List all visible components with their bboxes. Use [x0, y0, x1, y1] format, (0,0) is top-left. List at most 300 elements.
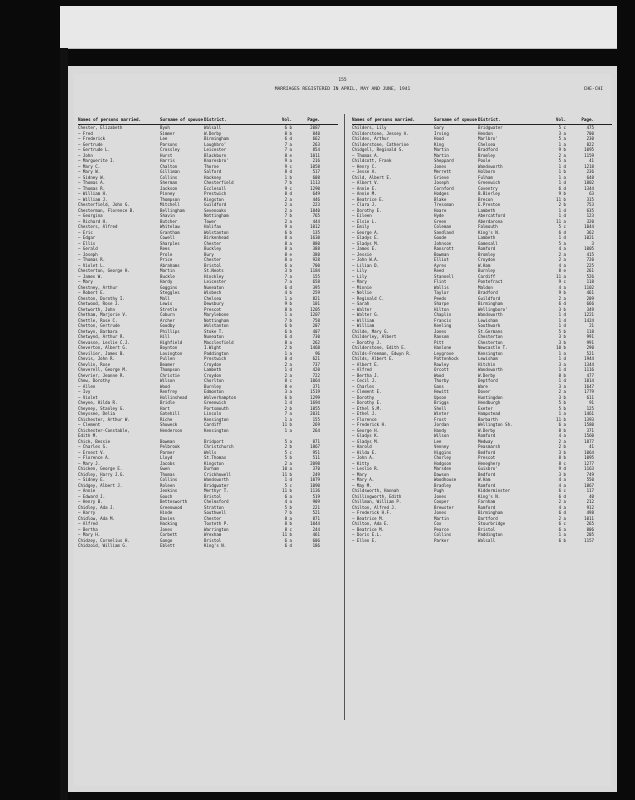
entry-volume: 1 b: [284, 174, 292, 180]
entry-spouse-surname: Taylor: [434, 290, 449, 295]
entry-spouse-surname: Upson: [434, 394, 447, 400]
entry-volume: 9 c: [284, 163, 292, 169]
entry-page: 1136: [310, 488, 320, 493]
entry-name: — Thomas R.: [78, 185, 106, 191]
entry-volume: 2 b: [284, 444, 292, 449]
entry-district: Birkenhead: [204, 235, 229, 240]
entry-district: Nuneaton: [204, 334, 224, 339]
entry-name: — Lily: [352, 268, 367, 273]
entry-district: Bridgwater: [204, 482, 229, 488]
entry-spouse-surname: Simmer: [160, 130, 175, 136]
entry-name: — Eric: [78, 229, 93, 235]
entry-name: — Leslie R.: [352, 466, 380, 471]
entry-name: Childe, Mary G.: [352, 328, 389, 334]
entry-spouse-surname: Blake: [434, 196, 447, 202]
entry-name: — Clement E.: [352, 389, 382, 394]
entry-spouse-surname: Bellingham: [160, 207, 185, 213]
entry-volume: 9 c: [558, 279, 566, 284]
entry-spouse-surname: Rowley: [434, 361, 449, 367]
entry-page: 1064: [310, 378, 320, 383]
entry-district: Bristol: [204, 537, 222, 543]
entry-spouse-surname: Gary: [434, 125, 444, 130]
entry-district: Dewsbury: [204, 301, 224, 306]
entry-volume: 6 b: [284, 125, 292, 130]
entry-spouse-surname: Hardy: [160, 279, 173, 284]
entry-name: Chetwyn, Barbara: [78, 328, 118, 334]
entry-volume: 1 a: [558, 350, 566, 356]
entry-volume: 2 b: [284, 405, 292, 411]
entry-spouse-surname: Parmer: [160, 449, 175, 455]
entry-volume: 1 d: [558, 235, 566, 240]
entry-spouse-surname: Prole: [160, 251, 173, 257]
entry-name: — Gladys M.: [352, 240, 380, 246]
entry-volume: 6 b: [558, 537, 566, 543]
entry-district: Croydon: [204, 361, 222, 367]
entry-name: — John W.A.: [352, 257, 380, 262]
entry-volume: 1 d: [558, 323, 566, 328]
entry-name: — Violet L.: [78, 262, 106, 268]
entry-district: Birmingham: [478, 510, 503, 515]
entry-district: Hampstead: [478, 411, 501, 416]
entry-volume: 5 a: [558, 158, 566, 163]
entry-spouse-surname: Bradley: [434, 482, 452, 488]
entry-spouse-surname: Woodhouse: [434, 477, 457, 482]
entry-page: 388: [312, 246, 320, 251]
entry-district: Poole: [478, 158, 491, 163]
entry-district: Cardiff: [478, 273, 496, 279]
entry-name: — Doris E.L.: [352, 532, 382, 537]
entry-district: Holborn: [478, 169, 496, 174]
entry-district: Hackney: [204, 174, 222, 180]
entry-volume: 8 d: [284, 191, 292, 196]
entry-district: St.Thomas: [204, 455, 227, 460]
entry-district: Southwell: [204, 510, 227, 515]
entry-volume: 6 b: [284, 229, 292, 235]
entry-name: Chichester, Arthur W.: [78, 416, 130, 422]
entry-volume: 8 e: [284, 251, 292, 257]
entry-spouse-surname: Lee: [434, 438, 442, 444]
entry-spouse-surname: Pugh: [434, 488, 444, 493]
entry-spouse-surname: Martin: [434, 152, 449, 158]
entry-volume: 10 b: [556, 345, 566, 350]
entry-page: 1944: [584, 356, 594, 361]
entry-page: 1647: [584, 383, 594, 389]
entry-district: Blackburn: [204, 152, 227, 158]
entry-page: 155: [312, 273, 320, 279]
entry-district: Chelmsford: [204, 499, 229, 504]
entry-volume: 1 d: [558, 317, 566, 323]
entry-spouse-surname: Hodgson: [434, 460, 452, 466]
entry-volume: 6 c: [558, 521, 566, 526]
entry-volume: 2 a: [558, 499, 566, 504]
entry-page: 1461: [584, 411, 594, 416]
entry-spouse-surname: Hollinshead: [160, 394, 188, 400]
entry-page: 635: [586, 207, 594, 213]
entry-name: — Frederick H.F.: [352, 510, 392, 515]
entry-district: Bristol: [204, 493, 222, 499]
entry-district: Dover: [478, 389, 491, 394]
left-column-heading: [78, 116, 338, 125]
entry-name: Edith M.: [78, 433, 98, 438]
entry-spouse-surname: Green: [434, 218, 447, 224]
heading-district: District.: [204, 117, 227, 122]
entry-spouse-surname: Orcott: [434, 367, 449, 372]
entry-district: Merthyr T.: [204, 488, 229, 493]
entry-name: Chidlow, Ada M.: [78, 515, 115, 521]
entry-page: 263: [312, 141, 320, 147]
entry-name: — Annie E.: [352, 185, 377, 191]
entry-volume: 8 b: [284, 521, 292, 526]
entry-district: Kidderminster: [478, 488, 511, 493]
entry-page: 1095: [584, 455, 594, 460]
entry-name: — John: [78, 152, 93, 158]
entry-page: 212: [586, 499, 594, 504]
entry-page: 216: [312, 158, 320, 163]
entry-district: Brecon: [478, 196, 493, 202]
entry-district: King's N.: [478, 493, 501, 499]
entry-volume: 5 a: [558, 136, 566, 141]
entry-page: 749: [586, 471, 594, 477]
entry-page: 2087: [310, 125, 320, 130]
entry-name: Cheston, Dorothy I.: [78, 295, 125, 301]
entry-name: — Allen: [78, 383, 96, 389]
entry-district: W.Ham: [478, 262, 491, 268]
entry-page: 854: [312, 147, 320, 152]
entry-district: Dartford: [478, 515, 498, 521]
entry-page: 155: [312, 416, 320, 422]
entry-page: 880: [312, 240, 320, 246]
entry-page: 1163: [584, 466, 594, 471]
right-entries: [352, 125, 612, 543]
entry-name: — John A.: [352, 455, 375, 460]
entry-name: — Dorothy J.: [352, 339, 382, 345]
entry-page: 123: [586, 213, 594, 218]
entry-district: Thorne: [204, 163, 219, 169]
entry-name: — Eileen: [352, 213, 372, 218]
entry-volume: 11 b: [282, 471, 292, 477]
entry-spouse-surname: Sheppard: [434, 158, 454, 163]
entry-district: Kensington: [204, 427, 229, 433]
entry-name: — Albert E.: [352, 361, 380, 367]
entry-name: — Marguerite I.: [78, 158, 115, 163]
entry-spouse-surname: Coburn: [160, 312, 175, 317]
entry-page: 1877: [584, 438, 594, 444]
entry-district: Maldon: [478, 284, 493, 290]
entry-district: Wandsworth: [478, 312, 503, 317]
entry-name: — Dorothy E.: [352, 207, 382, 213]
entry-spouse-surname: Sandland: [434, 229, 454, 235]
entry-page: 1207: [310, 312, 320, 317]
entry-district: Kingston: [204, 196, 224, 202]
entry-district: Wandsworth: [478, 163, 503, 169]
entry-district: Hinckley: [204, 273, 224, 279]
entry-page: 371: [312, 383, 320, 389]
entry-name: Chesterman, Florence B.: [78, 207, 135, 213]
entry-volume: 9 c: [284, 185, 292, 191]
entry-spouse-surname: Grantham: [160, 229, 180, 235]
entry-name: — Mary: [352, 471, 367, 477]
entry-page: 395: [312, 284, 320, 290]
entry-spouse-surname: Lee: [160, 136, 168, 141]
entry-page: 1021: [584, 235, 594, 240]
entry-name: — Beatrice M.: [352, 526, 385, 532]
entry-district: St.Neots: [204, 268, 224, 273]
entry-district: Sevenoaks: [204, 207, 227, 213]
page-number: 155: [338, 78, 347, 83]
entry-district: Nottingham: [204, 317, 229, 323]
entry-name: Chillingworth, Edith: [352, 493, 402, 499]
entry-volume: 8 c: [558, 460, 566, 466]
entry-page: 461: [312, 532, 320, 537]
entry-page: 1157: [584, 537, 594, 543]
entry-district: W.Derby: [478, 427, 496, 433]
entry-volume: 1 d: [558, 378, 566, 383]
entry-district: Stourbridge: [478, 521, 506, 526]
previous-page-strip: [60, 6, 617, 49]
entry-volume: 5 c: [558, 125, 566, 130]
entry-district: W.Ham: [478, 477, 491, 482]
entry-name: Chidzoid, William G.: [78, 543, 128, 548]
entry-name: — Annie: [78, 488, 96, 493]
entry-volume: 1 d: [558, 213, 566, 218]
entry-district: Loughbro': [204, 141, 227, 147]
entry-name: — William: [352, 323, 375, 328]
entry-district: Guisbro': [478, 466, 498, 471]
entry-district: Wolstanton: [204, 229, 229, 235]
entry-page: 511: [312, 455, 320, 460]
entry-volume: 5 a: [284, 438, 292, 444]
entry-page: 909: [312, 499, 320, 504]
entry-district: St.Germans: [478, 328, 503, 334]
entry-page: 991: [586, 334, 594, 339]
entry-page: 730: [312, 334, 320, 339]
entry-volume: 2 b: [284, 345, 292, 350]
entry-name: — Lilian D.: [352, 262, 380, 268]
entry-name: — Thomas R.: [78, 257, 106, 262]
entry-volume: 10 a: [282, 466, 292, 471]
entry-page: 1044: [584, 224, 594, 229]
entry-spouse-surname: Ayres: [434, 262, 447, 268]
entry-spouse-surname: Martin: [160, 268, 175, 273]
entry-spouse-surname: Flint: [434, 279, 447, 284]
entry-name: Chester, Elizabeth: [78, 125, 123, 130]
entry-name: — William: [352, 317, 375, 323]
entry-page: 1058: [310, 163, 320, 169]
entry-spouse-surname: Coleman: [434, 224, 452, 229]
heading-district: District.: [478, 117, 501, 122]
entry-page: 225: [586, 262, 594, 268]
entry-spouse-surname: Whitelaw: [160, 224, 180, 229]
entry-name: — Minnie: [352, 284, 372, 290]
entry-name: — Mary C.: [78, 163, 101, 169]
entry-spouse-surname: Marsden: [434, 466, 452, 471]
entry-page: 1044: [310, 521, 320, 526]
entry-district: Coventry: [478, 185, 498, 191]
entry-name: — Ellen E.: [352, 537, 377, 543]
entry-volume: 7 a: [284, 411, 292, 416]
entry-page: 521: [312, 510, 320, 515]
entry-spouse-surname: Cox: [434, 521, 442, 526]
entry-district: Lambeth: [204, 367, 222, 372]
entry-name: Chevrier, Jeanne R.: [78, 372, 125, 378]
entry-page: 1840: [310, 207, 320, 213]
entry-page: 2098: [310, 460, 320, 466]
entry-name: Childerley, Albert: [352, 334, 397, 339]
entry-page: 371: [586, 427, 594, 433]
entry-name: — George A.: [352, 229, 380, 235]
entry-volume: 2 a: [558, 257, 566, 262]
entry-spouse-surname: Cowell: [160, 235, 175, 240]
entry-spouse-surname: Tressman: [434, 202, 454, 207]
heading-vol: Vol.: [555, 117, 566, 122]
entry-volume: 6 a: [284, 262, 292, 268]
entry-name: — Jessie: [352, 251, 372, 257]
entry-volume: 5 c: [558, 224, 566, 229]
entry-name: Chidley, Harry J.G.: [78, 471, 125, 477]
entry-volume: 2 a: [284, 196, 292, 202]
entry-page: 648: [586, 174, 594, 180]
entry-district: Barbarth: [478, 416, 498, 422]
entry-name: — Walter G.: [352, 312, 380, 317]
entry-volume: 11 b: [556, 196, 566, 202]
entry-district: B.Bierley: [478, 191, 501, 196]
entry-name: — Charles S.: [78, 444, 108, 449]
entry-name: Chidzey, Cornelius H.: [78, 537, 130, 543]
register-entry: [352, 538, 612, 544]
entry-district: Bromley: [478, 152, 496, 158]
entry-volume: 6 d: [558, 301, 566, 306]
entry-volume: 8 a: [284, 339, 292, 345]
entry-spouse-surname: Collins: [160, 174, 178, 180]
entry-volume: 7 a: [284, 147, 292, 152]
entry-page: 477: [586, 372, 594, 378]
entry-district: Aberdarona: [478, 218, 503, 224]
entry-volume: 7 b: [284, 213, 292, 218]
entry-volume: 2 a: [558, 152, 566, 158]
entry-name: — Florence A.: [78, 455, 111, 460]
entry-page: 96: [315, 350, 320, 356]
entry-page: 666: [586, 301, 594, 306]
entry-district: Hitchin: [478, 361, 496, 367]
entry-page: 209: [586, 295, 594, 301]
entry-district: Birmingham: [478, 301, 503, 306]
entry-name: Chetworth, John: [78, 306, 115, 312]
entry-name: Chevlin, Rose: [78, 361, 111, 367]
entry-spouse-surname: Jackson: [160, 185, 178, 191]
entry-page: 186: [312, 543, 320, 548]
entry-volume: 8 a: [284, 240, 292, 246]
entry-volume: 4 a: [558, 477, 566, 482]
entry-name: Chilton, Alfred J.: [352, 504, 397, 510]
entry-volume: 6 d: [558, 493, 566, 499]
entry-page: 840: [312, 130, 320, 136]
entry-volume: 3 a: [558, 130, 566, 136]
entry-volume: 8 d: [284, 169, 292, 174]
entry-page: 951: [312, 449, 320, 455]
entry-district: Chesterfield: [204, 180, 234, 185]
entry-page: 41: [589, 158, 594, 163]
entry-volume: 6 d: [284, 543, 292, 548]
entry-page: 135: [312, 229, 320, 235]
entry-district: Warrington: [204, 526, 229, 532]
entry-volume: 11 b: [282, 532, 292, 537]
entry-volume: 5 c: [284, 449, 292, 455]
entry-name: — Mary W.: [78, 169, 101, 174]
entry-page: 91: [589, 400, 594, 405]
entry-district: Bury: [204, 251, 214, 257]
entry-volume: 7 b: [284, 317, 292, 323]
entry-spouse-surname: Crossley: [160, 147, 180, 152]
entry-district: Wrexham: [204, 532, 222, 537]
entry-volume: 6 c: [558, 488, 566, 493]
entry-district: Ware: [478, 383, 488, 389]
entry-volume: 4 a: [558, 504, 566, 510]
entry-volume: 5 b: [558, 328, 566, 334]
entry-volume: 9 a: [284, 158, 292, 163]
entry-spouse-surname: Ransrott: [434, 246, 454, 251]
entry-page: 264: [312, 427, 320, 433]
entry-page: 262: [312, 339, 320, 345]
entry-volume: 2 a: [284, 218, 292, 224]
entry-name: — Richard H.: [78, 218, 108, 224]
entry-name: Childers, Lily: [352, 125, 387, 130]
entry-district: Macclesfield: [204, 339, 234, 345]
entry-district: Fulham: [478, 174, 493, 180]
entry-district: Stratton: [204, 504, 224, 510]
entry-district: Newcastle T.: [478, 345, 508, 350]
entry-volume: 1 a: [284, 416, 292, 422]
entry-page: 519: [312, 493, 320, 499]
entry-name: — Reginald C.: [352, 295, 385, 301]
heading-page: Page.: [581, 117, 594, 122]
column-divider: [344, 114, 345, 720]
entry-volume: 3 b: [558, 339, 566, 345]
entry-page: 221: [312, 504, 320, 510]
entry-district: Salford: [204, 169, 222, 174]
entry-name: Chick, Bessie: [78, 438, 111, 444]
entry-spouse-surname: Phillips: [160, 328, 180, 334]
entry-spouse-surname: Gooch: [160, 493, 173, 499]
entry-district: Toxteth P.: [204, 521, 229, 526]
entry-spouse-surname: Cooper: [434, 499, 449, 504]
entry-volume: 8 b: [558, 427, 566, 433]
entry-district: Medway: [478, 438, 493, 444]
entry-spouse-surname: Sharples: [160, 240, 180, 246]
entry-volume: 11 a: [556, 273, 566, 279]
entry-spouse-surname: Johnson: [434, 240, 452, 246]
entry-spouse-surname: Bowman: [434, 251, 449, 257]
entry-page: 521: [586, 350, 594, 356]
entry-volume: 3 b: [558, 449, 566, 455]
entry-district: Huntingdon: [478, 394, 503, 400]
entry-volume: 8 e: [558, 268, 566, 273]
left-column: [78, 116, 338, 549]
entry-name: — Ethel S.M.: [352, 405, 382, 411]
entry-page: 207: [312, 323, 320, 328]
entry-volume: 9 d: [558, 466, 566, 471]
entry-page: 1095: [584, 147, 594, 152]
entry-volume: 6 b: [284, 328, 292, 334]
entry-page: 269: [312, 422, 320, 427]
entry-spouse-surname: Hyde: [434, 213, 444, 218]
entry-district: Wandsworth: [478, 367, 503, 372]
entry-volume: 6 d: [284, 334, 292, 339]
entry-page: 244: [312, 526, 320, 532]
entry-name: Chetton, Gertrude: [78, 323, 120, 328]
entry-spouse-surname: Jones: [434, 328, 447, 334]
entry-spouse-surname: Peeds: [434, 295, 447, 301]
entry-volume: 1 a: [558, 141, 566, 147]
